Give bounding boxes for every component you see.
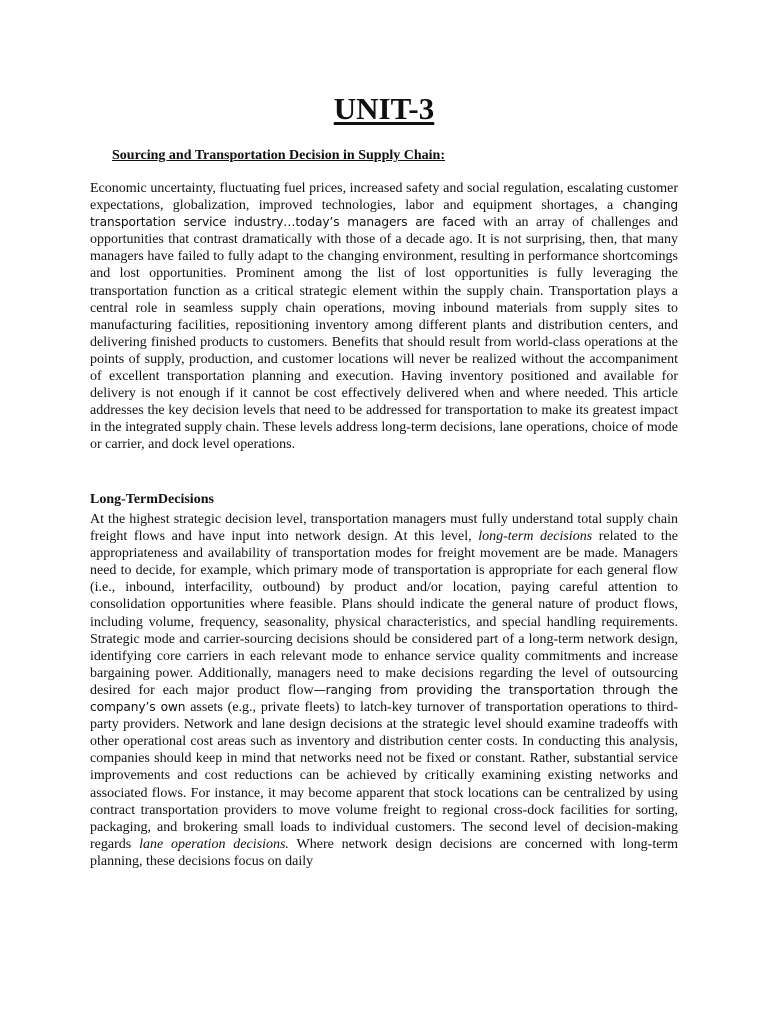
- lane-operation-italic-term: lane operation decisions.: [139, 836, 289, 852]
- long-term-italic-term: long-term decisions: [478, 529, 593, 545]
- intro-paragraph: [90, 180, 678, 454]
- long-term-text-part-2: related to the appropriateness and availability of transportation modes for freight movement are be made. Managers need to decide, for example, which primary mode of transportation is appropriate for each general flow (i.e., inbound, interfacility, outbound) by product and/or location, paying careful attention to consolidation opportunities where feasible. Plans should indicate the general nature of product flows, including volume, frequency, seasonality, physical characteristics, and special handling requirements. Strategic mode and carrier-sourcing decisions should be considered part of a long-term network design, identifying core carriers in each relevant mode to enhance service quality commitments and increase bargaining power. Additionally, managers need to make decisions regarding the level of outsourcing desired for each major product flow: [90, 529, 679, 698]
- long-term-text-sans-fragment: —ranging from providing the transportation through the company’s own: [90, 682, 678, 715]
- intro-text-part-2: with an array of challenges and opportunities that contrast dramatically with those of a decade ago. It is not surprising, then, that many managers have failed to fully adapt to the changing environment, resulting in performance shortcomings and lost opportunities. Prominent among the list of lost opportunities is fully leveraging the transportation function as a critical strategic element within the supply chain. Transportation plays a central role in seamless supply chain operations, moving inbound materials from supply sites to manufacturing facilities, repositioning inventory among different plants and distribution centers, and delivering finished products to customers. Benefits that should result from world-class operations at the points of supply, production, and customer locations will never be realized without the accompaniment of excellent transportation planning and execution. Having inventory positioned and available for delivery is not enough if it cannot be cost effectively delivered when and where needed. This article addresses the key decision levels that need to be addressed for transportation to make its greatest impact in the integrated supply chain. These levels address long-term decisions, lane operations, choice of mode or carrier, and dock level operations.: [90, 215, 678, 453]
- long-term-text-part-4: Where network design decisions are concerned with long-term planning, these decisions focus on daily: [90, 836, 679, 869]
- intro-text-sans-fragment: changing transportation service industry…today’s managers are faced: [90, 198, 678, 230]
- section-subtitle: Sourcing and Transportation Decision in Supply Chain:: [112, 148, 445, 163]
- unit-title: UNIT-3: [333, 91, 435, 126]
- long-term-decisions-heading: Long-TermDecisions: [90, 492, 214, 507]
- long-term-text-part-3: assets (e.g., private fleets) to latch-key turnover of transportation operations to third-party providers. Network and lane design decisions at the strategic level should examine tradeoffs with other operational cost areas such as inventory and distribution center costs. In conducting this analysis, companies should keep in mind that networks need not be fixed or constant. Rather, substantial service improvements and cost reductions can be achieved by critically examining existing networks and associated flows. For instance, it may become apparent that stock locations can be centralized by using contract transportation providers to move volume freight to regional cross-dock facilities for sorting, packaging, and brokering small loads to individual customers. The second level of decision-making regards: [90, 700, 678, 852]
- intro-text-part-1: Economic uncertainty, fluctuating fuel prices, increased safety and social regulation, escalating customer expectations, globalization, improved technologies, labor and equipment shortages, a: [90, 181, 678, 214]
- long-term-paragraph: [90, 511, 678, 870]
- long-term-text-part-1: At the highest strategic decision level, transportation managers must fully understand total supply chain freight flows and have input into network design. At this level,: [90, 512, 678, 545]
